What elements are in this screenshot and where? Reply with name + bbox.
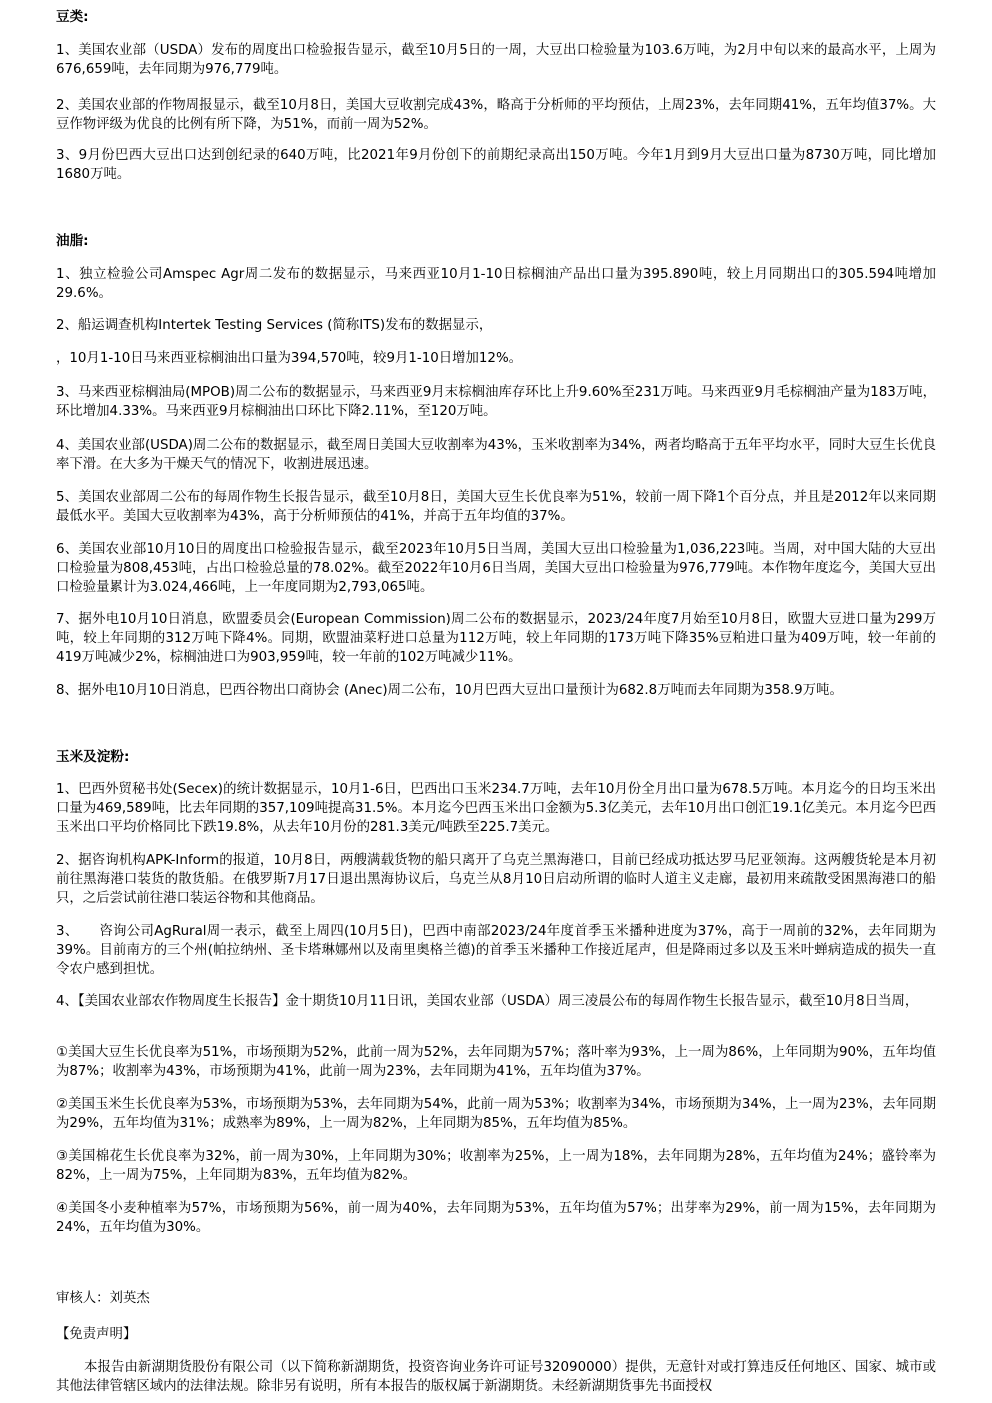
soy-item-1: 1、美国农业部（USDA）发布的周度出口检验报告显示，截至10月5日的一周，大豆出口检验量为103.6万吨，为2月中旬以来的最高水平，上周为676,659吨，去年同期为976,779吨。 [56, 43, 936, 77]
oil-item-4: 4、美国农业部(USDA)周二公布的数据显示，截至周日美国大豆收割率为43%，玉米收割率为34%，两者均略高于五年平均水平，同时大豆生长优良率下滑。在大多为干燥天气的情况下，收割进展迅速。 [56, 438, 936, 472]
reviewer: 审核人：刘英杰 [56, 1291, 150, 1306]
corn-item-3: 3、 咨询公司AgRural周一表示，截至上周四(10月5日)，巴西中南部2023/24年度首季玉米播种进度为37%，高于一周前的32%，去年同期为39%。目前南方的三个州(帕拉纳州、圣卡塔琳娜州以及南里奥格兰德)的首季玉米播种工作接近尾声，但是降雨过多以及玉米叶蝉病造成的损失一直令农户感到担忧。 [56, 924, 936, 977]
corn-item-4: 4、【美国农业部农作物周度生长报告】金十期货10月11日讯，美国农业部（USDA）周三凌晨公布的每周作物生长报告显示，截至10月8日当周， [56, 994, 919, 1009]
corn-item-1: 1、巴西外贸秘书处(Secex)的统计数据显示，10月1-6日，巴西出口玉米234.7万吨，去年10月份全月出口量为678.5万吨。本月迄今的日均玉米出口量为469,589吨，比去年同期的357,109吨提高31.5%。本月迄今巴西玉米出口金额为5.3亿美元，去年10月出口创汇19.1亿美元。本月迄今巴西玉米出口平均价格同比下跌19.8%，从去年10月份的281.3美元/吨跌至225.7美元。 [56, 782, 936, 835]
corn-item-4c-cotton: ③美国棉花生长优良率为32%，前一周为30%，上年同期为30%；收割率为25%，上一周为18%，去年同期为28%，五年均值为24%；盛铃率为82%，上一周为75%，上年同期为83%，五年均值为82%。 [56, 1149, 936, 1183]
oil-item-1: 1、独立检验公司Amspec Agr周二发布的数据显示，马来西亚10月1-10日棕榈油产品出口量为395.890吨，较上月同期出口的305.594吨增加29.6%。 [56, 267, 936, 301]
oil-item-5: 5、美国农业部周二公布的每周作物生长报告显示，截至10月8日，美国大豆生长优良率为51%，较前一周下降1个百分点，并且是2012年以来同期最低水平。美国大豆收割率为43%，高于分析师预估的41%，并高于五年均值的37%。 [56, 490, 936, 524]
soy-item-2: 2、美国农业部的作物周报显示，截至10月8日，美国大豆收割完成43%，略高于分析师的平均预估，上周23%，去年同期41%，五年均值37%。大豆作物评级为优良的比例有所下降，为51%，而前一周为52%。 [56, 98, 936, 132]
disclaimer-title: 【免责声明】 [56, 1327, 137, 1342]
oil-item-8: 8、据外电10月10日消息，巴西谷物出口商协会 (Anec)周二公布，10月巴西大豆出口量预计为682.8万吨而去年同期为358.9万吨。 [56, 683, 843, 698]
section-title-corn: 玉米及淀粉: [56, 749, 130, 765]
section-title-soy: 豆类: [56, 9, 89, 25]
section-title-oil: 油脂: [56, 233, 89, 249]
oil-item-2: 2、船运调查机构Intertek Testing Services (简称ITS)发布的数据显示， [56, 318, 493, 333]
oil-item-3: 3、马来西亚棕榈油局(MPOB)周二公布的数据显示，马来西亚9月末棕榈油库存环比上升9.60%至231万吨。马来西亚9月毛棕榈油产量为183万吨，环比增加4.33%。马来西亚9月棕榈油出口环比下降2.11%，至120万吨。 [56, 385, 936, 419]
corn-item-4b-corn: ②美国玉米生长优良率为53%，市场预期为53%，去年同期为54%，此前一周为53%；收割率为34%，市场预期为34%，上一周为23%，去年同期为29%，五年均值为31%；成熟率为89%，上一周为82%，上年同期为85%，五年均值为85%。 [56, 1097, 936, 1131]
disclaimer-text: 本报告由新湖期货股份有限公司（以下简称新湖期货，投资咨询业务许可证号32090000）提供，无意针对或打算违反任何地区、国家、城市或其他法律管辖区域内的法律法规。除非另有说明，所有本报告的版权属于新湖期货。未经新湖期货事先书面授权 [56, 1360, 936, 1394]
soy-item-3: 3、9月份巴西大豆出口达到创纪录的640万吨，比2021年9月份创下的前期纪录高出150万吨。今年1月到9月大豆出口量为8730万吨，同比增加1680万吨。 [56, 148, 936, 182]
oil-item-2-cont: ，10月1-10日马来西亚棕榈油出口量为394,570吨，较9月1-10日增加12%。 [56, 351, 523, 366]
oil-item-7: 7、据外电10月10日消息，欧盟委员会(European Commission)周二公布的数据显示，2023/24年度7月始至10月8日，欧盟大豆进口量为299万吨，较上年同期的312万吨下降4%。同期，欧盟油菜籽进口总量为112万吨，较上年同期的173万吨下降35%豆粕进口量为409万吨，较一年前的419万吨减少2%，棕榈油进口为903,959吨，较一年前的102万吨减少11%。 [56, 612, 936, 665]
corn-item-2: 2、据咨询机构APK-Inform的报道，10月8日，两艘满载货物的船只离开了乌克兰黑海港口，目前已经成功抵达罗马尼亚领海。这两艘货轮是本月初前往黑海港口装货的散货船。在俄罗斯7月17日退出黑海协议后，乌克兰从8月10日启动所谓的临时人道主义走廊，最初用来疏散受困黑海港口的船只，之后尝试前往港口装运谷物和其他商品。 [56, 853, 936, 906]
corn-item-4a-soy: ①美国大豆生长优良率为51%，市场预期为52%，此前一周为52%，去年同期为57%；落叶率为93%，上一周为86%，上年同期为90%，五年均值为87%；收割率为43%，市场预期为41%，此前一周为23%，去年同期为41%，五年均值为37%。 [56, 1045, 936, 1079]
corn-item-4d-wheat: ④美国冬小麦种植率为57%，市场预期为56%，前一周为40%，去年同期为53%，五年均值为57%；出芽率为29%，前一周为15%，去年同期为24%，五年均值为30%。 [56, 1201, 936, 1235]
oil-item-6: 6、美国农业部10月10日的周度出口检验报告显示，截至2023年10月5日当周，美国大豆出口检验量为1,036,223吨。当周，对中国大陆的大豆出口检验量为808,453吨，占出口检验总量的78.02%。截至2022年10月6日当周，美国大豆出口检验量为976,779吨。本作物年度迄今，美国大豆出口检验量累计为3.024,466吨，上一年度同期为2,793,065吨。 [56, 542, 936, 595]
